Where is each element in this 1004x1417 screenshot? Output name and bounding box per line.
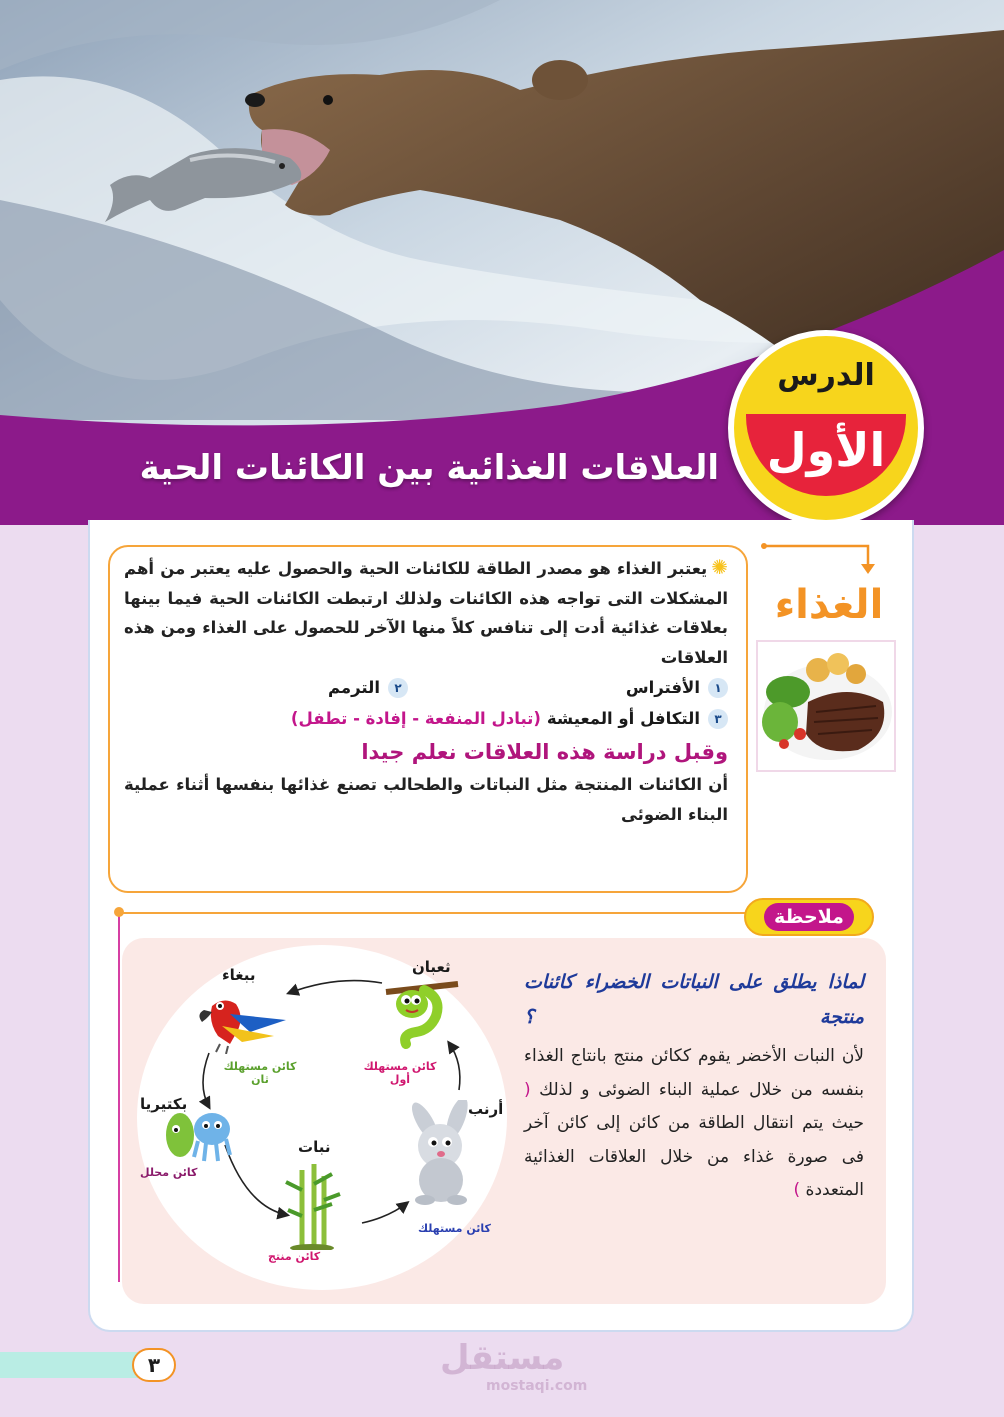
note-question: لماذا يطلق على النباتات الخضراء كائنات منتجة ؟ (524, 971, 864, 1028)
lesson-label: الدرس (777, 358, 875, 393)
intro-paragraph-text: يعتبر الغذاء هو مصدر الطاقة للكائنات الحية والحصول عليه يعتبر من أهم المشكلات التى تواجه هذه الكائنات ولذلك ارتبطت الكائنات الحية فيما بينها بعلاقات غذائية أدت إلى تنافس كلاً منها الآخر للحصول على الغذاء ومن هذه العلاقات (124, 559, 728, 667)
lesson-number: الأول (746, 414, 906, 496)
page-number: ٣ (132, 1348, 176, 1382)
food-plate-icon (758, 642, 894, 770)
plant-label: نبات (298, 1138, 331, 1156)
parrot-role (208, 1060, 312, 1086)
note-badge-label: ملاحظة (764, 903, 854, 931)
relation-label: التكافل أو المعيشة (546, 709, 700, 728)
sun-bullet-icon: ✺ (711, 555, 728, 579)
note-paren-open: ( (524, 1079, 531, 1100)
note-paren-close: ) (793, 1180, 801, 1200)
plant-role: كائن منتج (268, 1250, 321, 1263)
lesson-badge (728, 330, 924, 526)
study-text: أن الكائنات المنتجة مثل النباتات والطحالب تصنع غذائها بنفسها أثناء عملية البناء الضوئى (124, 775, 728, 824)
watermark-logo: مستقل (440, 1338, 565, 1378)
rabbit-label: أرنب (468, 1100, 504, 1118)
rabbit-role: كائن مستهلك (418, 1222, 491, 1235)
parrot-icon (190, 992, 290, 1054)
snake-label: ثعبان (412, 958, 451, 976)
food-plate-photo (756, 640, 896, 772)
note-badge (744, 898, 874, 936)
bacteria-label: بكتيريا (140, 1095, 188, 1113)
relation-number: ٢ (388, 678, 408, 698)
watermark-domain: mostaqi.com (486, 1378, 588, 1394)
relation-item (291, 703, 728, 734)
relation-number: ٣ (708, 709, 728, 729)
note-answer-rest: حيث يتم انتقال الطاقة من كائن إلى كائن آخر فى صورة غذاء من خلال العلاقات الغذائية المتعددة (524, 1113, 864, 1200)
parrot-role-line-1: كائن مستهلك (223, 1060, 297, 1073)
arrow-down-icon (760, 540, 880, 580)
snake-role (350, 1060, 450, 1086)
note-answer-main: لأن النبات الأخضر يقوم ككائن منتج بانتاج الغذاء بنفسه من خلال عملية البناء الضوئى و لذلك (524, 1046, 864, 1100)
relation-label: الأفتراس (625, 678, 700, 697)
bamboo-plant-icon (282, 1160, 342, 1250)
relation-detail: (تبادل المنفعة - إفادة - تطفل) (290, 709, 541, 728)
parrot-role-line-2: ثان (251, 1073, 269, 1086)
relation-item (498, 672, 728, 703)
relation-item (328, 672, 408, 703)
study-heading: وقبل دراسة هذه العلاقات نعلم جيدا (361, 740, 728, 764)
parrot-label: ببغاء (222, 966, 256, 984)
note-side-line (118, 912, 120, 1282)
snake-role-line-1: كائن مستهلك (363, 1060, 437, 1073)
relations-row-1 (124, 672, 728, 703)
note-dot-icon (114, 907, 124, 917)
snake-icon (380, 970, 460, 1050)
note-divider (118, 912, 746, 914)
intro-box (108, 545, 748, 893)
bacteria-role: كائن محلل (140, 1166, 198, 1179)
lesson-title: العلاقات الغذائية بين الكائنات الحية (139, 448, 719, 488)
relation-number: ١ (708, 678, 728, 698)
bacteria-icon (160, 1105, 240, 1165)
intro-paragraph (124, 553, 728, 672)
food-section-title: الغذاء (774, 582, 884, 628)
relations-row-2 (124, 703, 728, 734)
snake-role-line-2: أول (389, 1073, 411, 1086)
relation-label: الترمم (327, 678, 380, 697)
note-answer (524, 1040, 864, 1208)
